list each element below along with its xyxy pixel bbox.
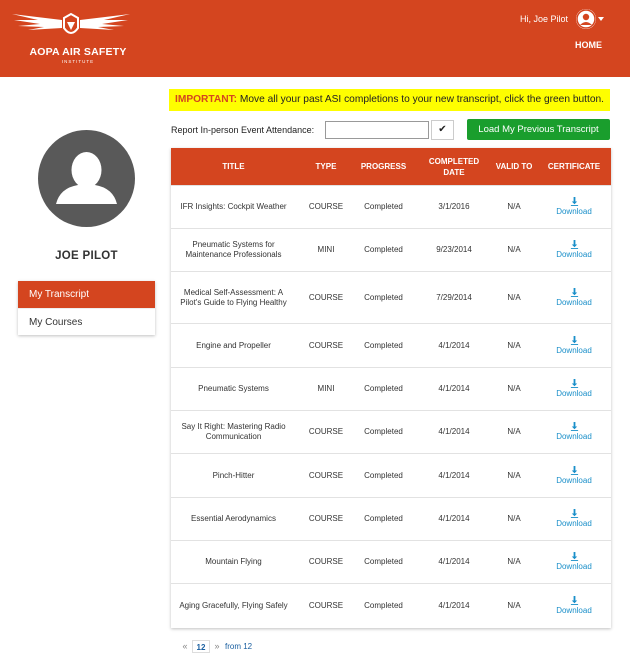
row-progress: Completed bbox=[364, 601, 403, 610]
download-icon bbox=[570, 466, 579, 475]
row-progress: Completed bbox=[364, 514, 403, 523]
row-type: MINI bbox=[317, 384, 335, 393]
download-label: Download bbox=[556, 345, 592, 355]
logo-subtitle: INSTITUTE bbox=[61, 59, 95, 64]
row-valid-to: N/A bbox=[507, 601, 521, 610]
wings-logo-icon bbox=[8, 8, 134, 44]
row-completed-date: 4/1/2014 bbox=[438, 470, 470, 480]
row-type: COURSE bbox=[308, 427, 344, 436]
row-valid-to: N/A bbox=[507, 557, 521, 566]
user-avatar-icon[interactable] bbox=[576, 9, 596, 29]
row-title: Mountain Flying bbox=[205, 557, 262, 566]
download-icon bbox=[570, 288, 579, 297]
row-completed-date: 3/1/2016 bbox=[438, 202, 470, 211]
column-header-type: TYPE bbox=[315, 162, 337, 171]
table-row bbox=[171, 583, 611, 628]
event-code-input[interactable] bbox=[325, 121, 429, 139]
download-label: Download bbox=[556, 475, 592, 485]
row-title: Essential Aerodynamics bbox=[191, 514, 276, 523]
download-icon bbox=[570, 422, 579, 431]
row-completed-date: 4/1/2014 bbox=[438, 514, 470, 523]
table-row bbox=[171, 228, 611, 271]
download-label: Download bbox=[556, 432, 592, 441]
row-progress: Completed bbox=[364, 427, 403, 436]
row-completed-date: 7/29/2014 bbox=[436, 292, 472, 302]
table-row bbox=[171, 323, 611, 367]
row-valid-to: N/A bbox=[507, 245, 521, 254]
row-progress: Completed bbox=[364, 202, 403, 211]
row-valid-to: N/A bbox=[507, 384, 521, 393]
row-title: Pinch-Hitter bbox=[212, 470, 255, 480]
download-certificate-link[interactable] bbox=[541, 272, 607, 323]
download-certificate-link[interactable] bbox=[541, 186, 607, 228]
pagination-current-page[interactable]: 12 bbox=[192, 640, 210, 653]
load-previous-transcript-button[interactable]: Load My Previous Transcript bbox=[467, 119, 610, 140]
column-header-certificate: CERTIFICATE bbox=[547, 162, 601, 171]
row-type: COURSE bbox=[308, 514, 344, 523]
sidebar-menu bbox=[18, 281, 155, 335]
download-certificate-link[interactable] bbox=[541, 454, 607, 497]
download-icon bbox=[570, 552, 579, 561]
row-title: Pneumatic Systems bbox=[198, 384, 269, 393]
row-completed-date: 9/23/2014 bbox=[436, 245, 472, 254]
row-type: COURSE bbox=[308, 470, 344, 480]
table-row bbox=[171, 540, 611, 583]
column-header-title: TITLE bbox=[222, 162, 245, 171]
download-icon bbox=[570, 509, 579, 518]
download-label: Download bbox=[556, 389, 592, 398]
row-type: COURSE bbox=[308, 202, 344, 211]
row-valid-to: N/A bbox=[507, 427, 521, 436]
row-progress: Completed bbox=[364, 470, 403, 480]
row-title: Say It Right: Mastering Radio Communication bbox=[181, 422, 286, 441]
row-type: COURSE bbox=[308, 292, 344, 302]
row-title: IFR Insights: Cockpit Weather bbox=[180, 202, 287, 211]
download-label: Download bbox=[556, 519, 592, 528]
sidebar-item-my-courses[interactable]: My Courses bbox=[18, 308, 155, 335]
download-label: Download bbox=[556, 297, 592, 307]
row-valid-to: N/A bbox=[507, 340, 521, 350]
row-completed-date: 4/1/2014 bbox=[438, 427, 470, 436]
pagination-next-icon[interactable]: » bbox=[214, 641, 220, 651]
notice-important-label: IMPORTANT: bbox=[175, 94, 238, 105]
submit-check-button[interactable] bbox=[431, 120, 454, 140]
download-certificate-link[interactable] bbox=[541, 368, 607, 410]
row-title: Aging Gracefully, Flying Safely bbox=[179, 601, 288, 610]
row-progress: Completed bbox=[364, 245, 403, 254]
download-certificate-link[interactable] bbox=[541, 498, 607, 540]
table-row bbox=[171, 497, 611, 540]
download-icon bbox=[570, 336, 579, 345]
profile-name: JOE PILOT bbox=[55, 250, 118, 262]
column-header-valid-to: VALID TO bbox=[495, 162, 533, 171]
download-icon bbox=[570, 240, 579, 249]
download-certificate-link[interactable] bbox=[541, 584, 607, 628]
user-greeting: Hi, Joe Pilot bbox=[520, 14, 569, 24]
row-completed-date: 4/1/2014 bbox=[438, 340, 470, 350]
sidebar-item-my-transcript[interactable]: My Transcript bbox=[18, 281, 155, 308]
column-header-progress: PROGRESS bbox=[360, 162, 407, 171]
top-header bbox=[0, 0, 630, 77]
row-progress: Completed bbox=[364, 292, 403, 302]
transcript-table bbox=[171, 148, 611, 628]
row-title: Pneumatic Systems for Maintenance Professionals bbox=[185, 240, 282, 259]
logo-title: AOPA AIR SAFETY bbox=[29, 46, 127, 58]
download-label: Download bbox=[556, 207, 592, 216]
table-row bbox=[171, 271, 611, 323]
chevron-down-icon[interactable] bbox=[598, 17, 604, 21]
profile-avatar bbox=[38, 130, 135, 227]
row-valid-to: N/A bbox=[507, 202, 521, 211]
pagination-prev-icon[interactable]: « bbox=[182, 641, 188, 651]
row-type: COURSE bbox=[308, 601, 344, 610]
aopa-logo[interactable] bbox=[8, 8, 134, 64]
download-label: Download bbox=[556, 606, 592, 615]
row-progress: Completed bbox=[364, 340, 403, 350]
download-icon bbox=[570, 596, 579, 605]
important-notice bbox=[169, 89, 610, 111]
download-label: Download bbox=[556, 250, 592, 259]
table-row bbox=[171, 185, 611, 228]
check-icon: ✔ bbox=[438, 124, 447, 135]
download-label: Download bbox=[556, 562, 592, 571]
row-title: Medical Self-Assessment: A Pilot's Guide to Flying Healthy bbox=[180, 287, 287, 307]
column-header-completed-date: COMPLETED DATE bbox=[428, 156, 480, 177]
table-row bbox=[171, 410, 611, 453]
row-completed-date: 4/1/2014 bbox=[438, 601, 470, 610]
pagination-total: from 12 bbox=[225, 642, 253, 651]
row-type: COURSE bbox=[308, 340, 344, 350]
row-type: MINI bbox=[317, 245, 335, 254]
row-completed-date: 4/1/2014 bbox=[438, 557, 470, 566]
download-icon bbox=[570, 197, 579, 206]
user-silhouette-icon bbox=[38, 130, 135, 227]
notice-text: Move all your past ASI completions to your new transcript, click the green button. bbox=[237, 94, 604, 105]
row-valid-to: N/A bbox=[507, 470, 521, 480]
row-progress: Completed bbox=[364, 557, 403, 566]
row-progress: Completed bbox=[364, 384, 403, 393]
table-row bbox=[171, 367, 611, 410]
table-row bbox=[171, 453, 611, 497]
download-certificate-link[interactable] bbox=[541, 411, 607, 453]
download-certificate-link[interactable] bbox=[541, 229, 607, 271]
home-link[interactable]: HOME bbox=[575, 40, 602, 50]
download-icon bbox=[570, 379, 579, 388]
row-type: COURSE bbox=[308, 557, 344, 566]
report-attendance-label: Report In-person Event Attendance: bbox=[171, 125, 315, 135]
download-certificate-link[interactable] bbox=[541, 541, 607, 583]
row-valid-to: N/A bbox=[507, 292, 521, 302]
row-completed-date: 4/1/2014 bbox=[438, 384, 470, 393]
download-certificate-link[interactable] bbox=[541, 324, 607, 367]
row-title: Engine and Propeller bbox=[196, 340, 271, 350]
row-valid-to: N/A bbox=[507, 514, 521, 523]
table-header bbox=[171, 148, 611, 185]
